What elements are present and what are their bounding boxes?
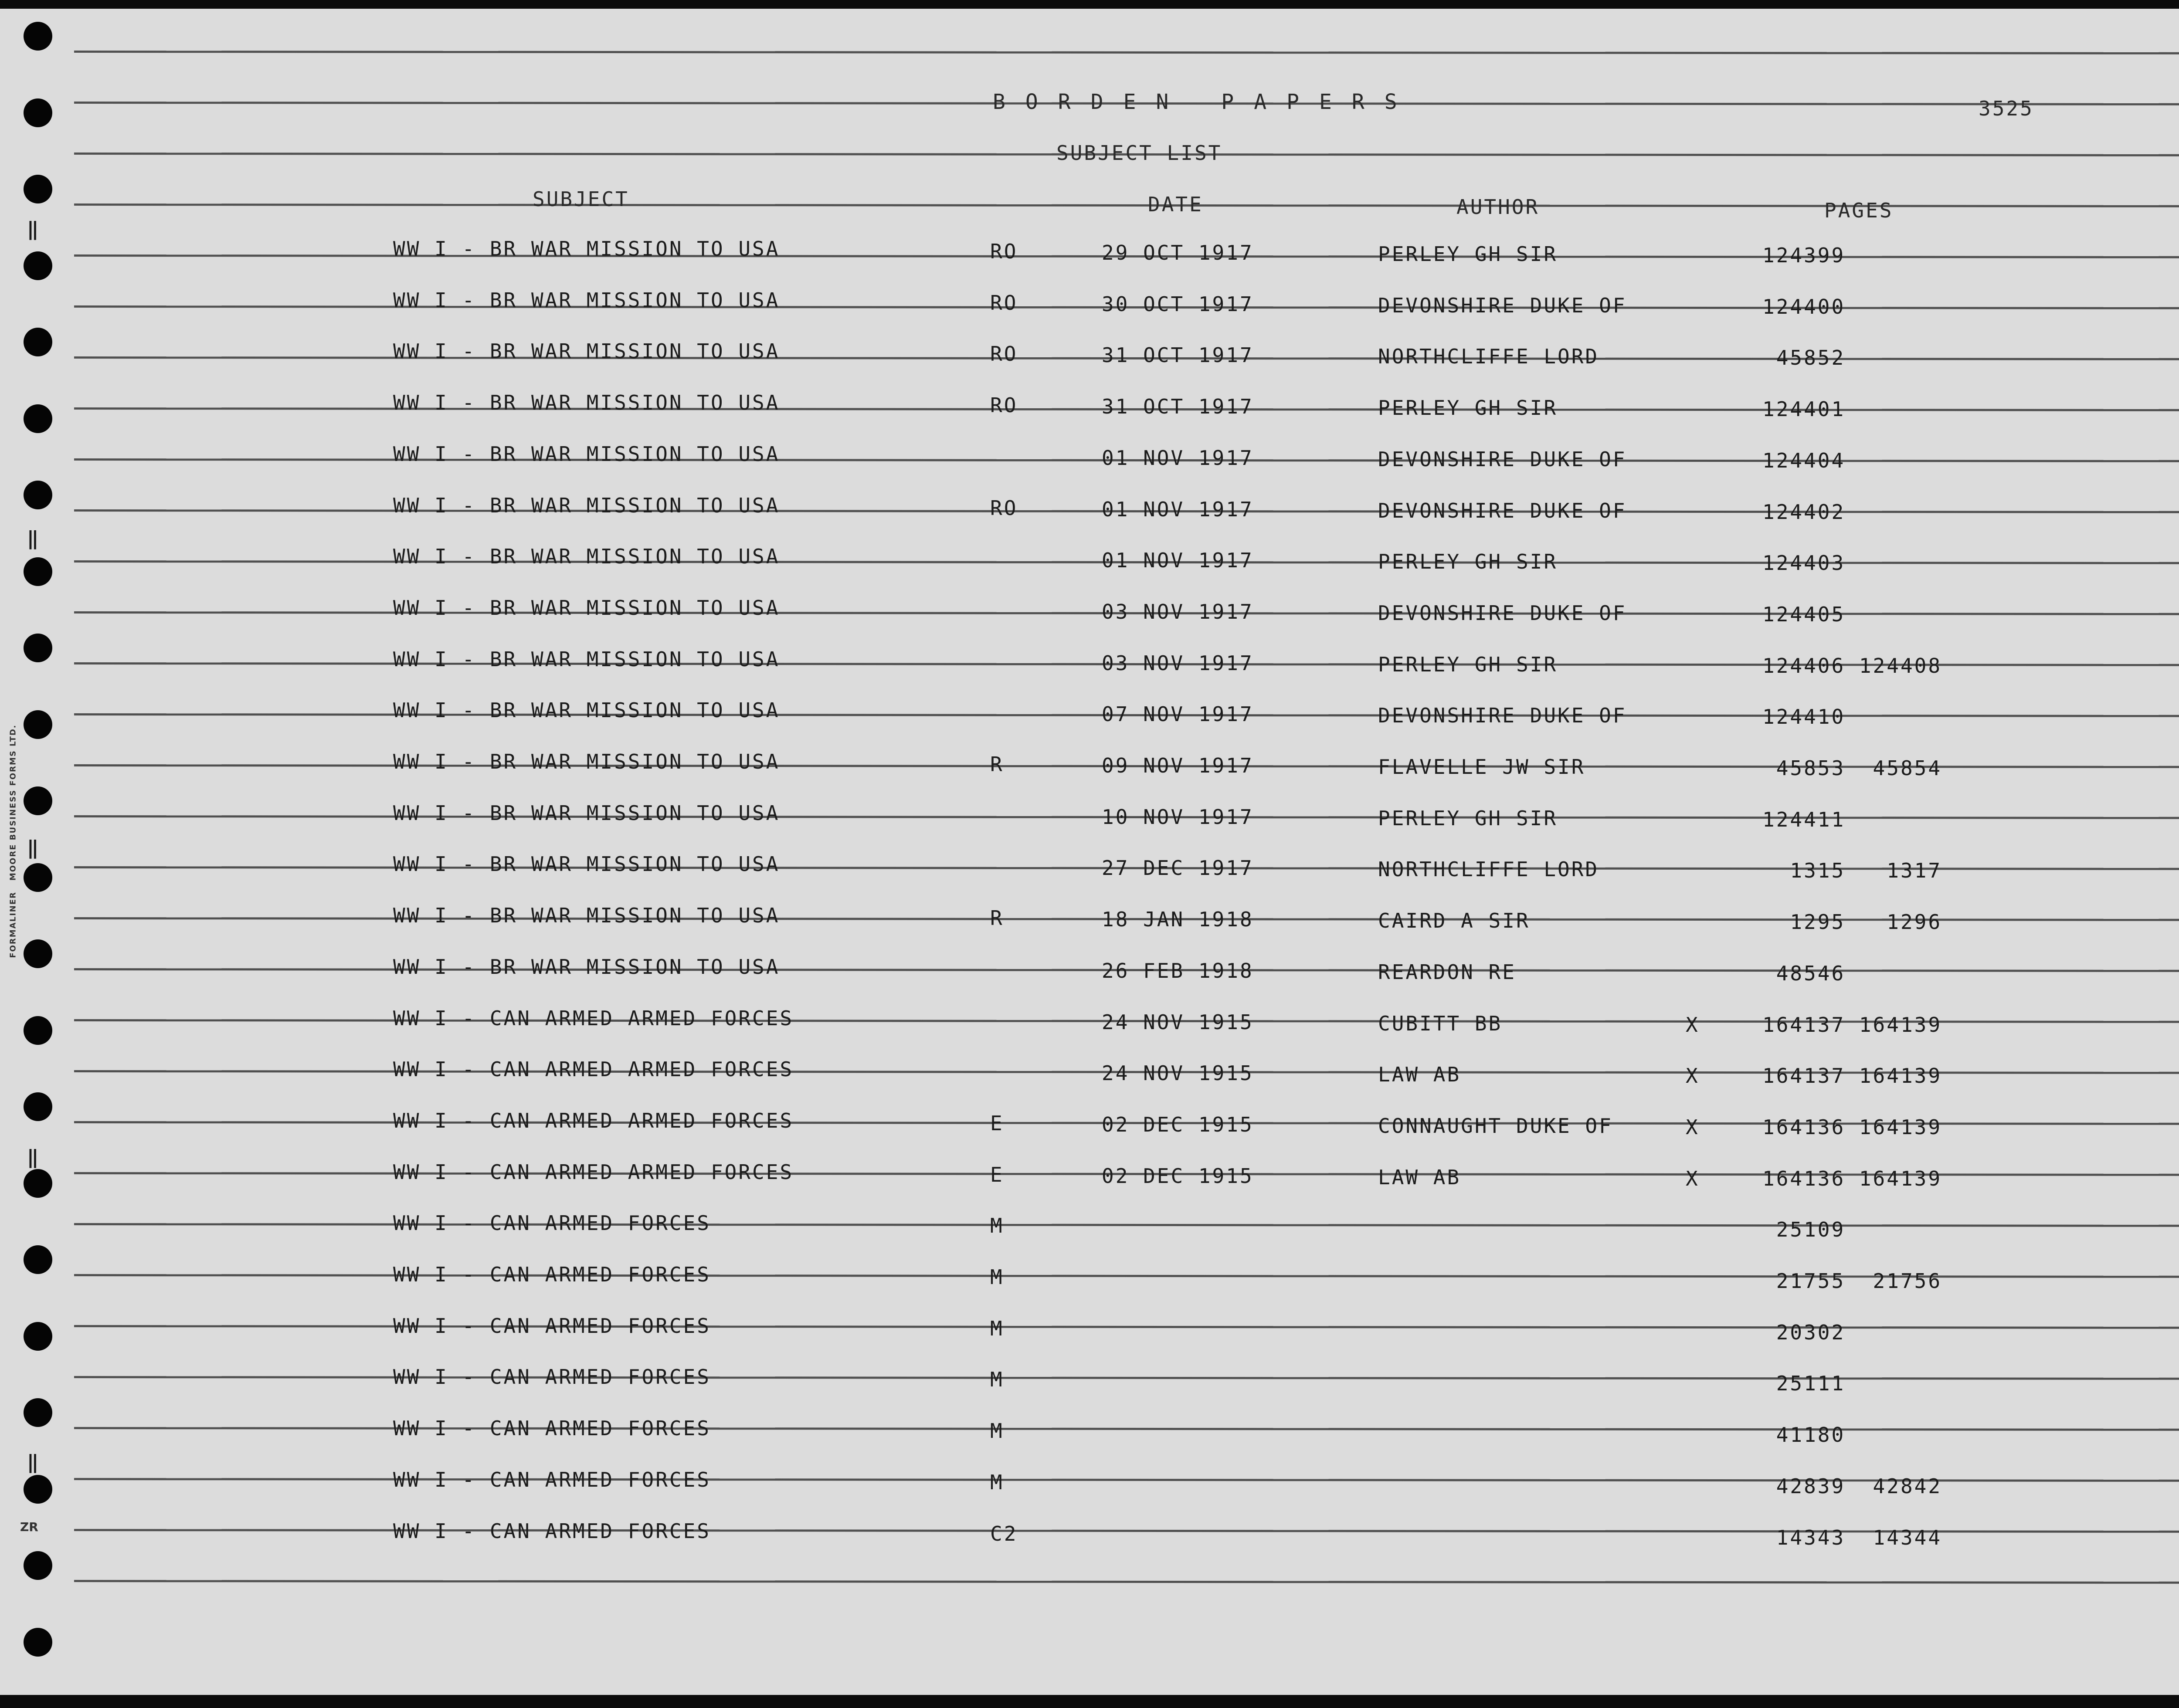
row-date: 30 OCT 1917 <box>1102 292 1254 316</box>
row-date: 26 FEB 1918 <box>1102 959 1254 983</box>
row-pages: 124401 <box>1762 397 1846 421</box>
row-date: 31 OCT 1917 <box>1102 343 1254 367</box>
row-date: 24 NOV 1915 <box>1102 1010 1254 1034</box>
form-manufacturer-imprint: FORMALINER MOORE BUSINESS FORMS LTD. <box>8 724 18 958</box>
row-author: NORTHCLIFFE LORD <box>1378 857 1599 881</box>
row-pages: 20302 <box>1762 1321 1846 1344</box>
row-code: RO <box>990 240 1018 263</box>
row-subject: WW I - CAN ARMED FORCES <box>393 1468 711 1491</box>
row-pages: 124410 <box>1762 705 1846 729</box>
row-author: LAW AB <box>1378 1063 1461 1086</box>
row-author: REARDON RE <box>1378 960 1516 984</box>
row-subject: WW I - BR WAR MISSION TO USA <box>393 442 780 466</box>
perforation-mark-left: ‖ <box>27 527 39 549</box>
ruled-line <box>74 1223 2179 1227</box>
row-pages: 124405 <box>1762 603 1846 626</box>
row-subject: WW I - BR WAR MISSION TO USA <box>393 955 780 979</box>
row-date: 03 NOV 1917 <box>1102 600 1254 624</box>
row-pages: 124403 <box>1762 551 1846 575</box>
row-subject: WW I - CAN ARMED ARMED FORCES <box>393 1109 794 1132</box>
row-code: R <box>990 752 1004 776</box>
list-subtitle: SUBJECT LIST <box>1056 141 1222 165</box>
feed-hole-left <box>24 1016 52 1045</box>
row-subject: WW I - BR WAR MISSION TO USA <box>393 237 780 261</box>
row-date: 01 NOV 1917 <box>1102 498 1254 521</box>
row-pages: 124411 <box>1762 808 1846 831</box>
row-pages: 164137 164139 <box>1762 1013 1942 1037</box>
row-code: RO <box>990 342 1018 366</box>
row-pages: 124404 <box>1762 449 1846 472</box>
row-author: PERLEY GH SIR <box>1378 242 1558 266</box>
row-code: M <box>990 1214 1004 1237</box>
ruled-line <box>74 1325 2179 1329</box>
ruled-line <box>74 1580 2179 1584</box>
page-number: 3525 <box>1979 97 2034 120</box>
feed-hole-left <box>24 1092 52 1121</box>
form-code: ZR <box>20 1520 38 1534</box>
row-author: DEVONSHIRE DUKE OF <box>1378 294 1627 317</box>
feed-hole-left <box>24 481 52 509</box>
row-author: CAIRD A SIR <box>1378 909 1530 932</box>
perforation-mark-left: ‖ <box>27 1146 39 1168</box>
row-code: R <box>990 906 1004 930</box>
row-subject: WW I - BR WAR MISSION TO USA <box>393 391 780 414</box>
row-subject: WW I - CAN ARMED FORCES <box>393 1314 711 1338</box>
row-subject: WW I - CAN ARMED FORCES <box>393 1417 711 1440</box>
row-subject: WW I - BR WAR MISSION TO USA <box>393 904 780 927</box>
feed-hole-left <box>24 710 52 739</box>
feed-hole-left <box>24 328 52 356</box>
feed-hole-left <box>24 175 52 203</box>
feed-hole-left <box>24 404 52 433</box>
row-subject: WW I - BR WAR MISSION TO USA <box>393 750 780 773</box>
feed-hole-left <box>24 98 52 127</box>
row-date: 18 JAN 1918 <box>1102 908 1254 931</box>
row-subject: WW I - CAN ARMED ARMED FORCES <box>393 1160 794 1184</box>
feed-hole-left <box>24 251 52 280</box>
row-pages: 1315 1317 <box>1762 859 1942 882</box>
row-pages: 45853 45854 <box>1762 756 1942 780</box>
row-subject: WW I - BR WAR MISSION TO USA <box>393 596 780 620</box>
row-pages: 164136 164139 <box>1762 1167 1942 1190</box>
row-date: 02 DEC 1915 <box>1102 1164 1254 1188</box>
row-code: C2 <box>990 1522 1018 1545</box>
row-date: 24 NOV 1915 <box>1102 1061 1254 1085</box>
row-author: CUBITT BB <box>1378 1012 1503 1035</box>
scan-border-bottom <box>0 1695 2179 1708</box>
row-pages: 42839 42842 <box>1762 1474 1942 1498</box>
feed-hole-left <box>24 1475 52 1504</box>
row-code: M <box>990 1368 1004 1391</box>
row-subject: WW I - BR WAR MISSION TO USA <box>393 698 780 722</box>
row-author: DEVONSHIRE DUKE OF <box>1378 704 1627 727</box>
feed-hole-left <box>24 1398 52 1427</box>
row-subject: WW I - BR WAR MISSION TO USA <box>393 494 780 517</box>
row-pages: 124400 <box>1762 295 1846 319</box>
row-author: CONNAUGHT DUKE OF <box>1378 1114 1613 1138</box>
row-date: 07 NOV 1917 <box>1102 702 1254 726</box>
scan-border-top <box>0 0 2179 9</box>
ruled-line <box>74 51 2179 54</box>
feed-hole-left <box>24 634 52 662</box>
row-pages: 124399 <box>1762 244 1846 267</box>
row-pages: 164137 164139 <box>1762 1064 1942 1088</box>
row-subject: WW I - CAN ARMED FORCES <box>393 1365 711 1389</box>
row-author: NORTHCLIFFE LORD <box>1378 345 1599 368</box>
row-date: 31 OCT 1917 <box>1102 395 1254 418</box>
perforation-mark-left: ‖ <box>27 1451 39 1473</box>
feed-hole-left <box>24 1322 52 1351</box>
row-pages: 164136 164139 <box>1762 1115 1942 1139</box>
row-author: FLAVELLE JW SIR <box>1378 755 1585 779</box>
column-header-pages: PAGES <box>1824 199 1894 222</box>
row-pages: 25111 <box>1762 1372 1846 1395</box>
ruled-line <box>74 1376 2179 1380</box>
row-pages: 21755 21756 <box>1762 1269 1942 1293</box>
row-date: 02 DEC 1915 <box>1102 1113 1254 1136</box>
row-subject: WW I - CAN ARMED FORCES <box>393 1519 711 1543</box>
row-subject: WW I - CAN ARMED ARMED FORCES <box>393 1057 794 1081</box>
row-code: E <box>990 1163 1004 1186</box>
row-pages: 25109 <box>1762 1218 1846 1241</box>
row-author: PERLEY GH SIR <box>1378 550 1558 573</box>
row-code: E <box>990 1112 1004 1135</box>
row-date: 01 NOV 1917 <box>1102 549 1254 572</box>
row-subject: WW I - BR WAR MISSION TO USA <box>393 647 780 671</box>
row-author: PERLEY GH SIR <box>1378 807 1558 830</box>
feed-hole-left <box>24 1245 52 1274</box>
row-code: RO <box>990 496 1018 520</box>
page-title: BORDEN PAPERS <box>993 90 1417 114</box>
row-pages: 45852 <box>1762 346 1846 369</box>
feed-hole-left <box>24 1169 52 1198</box>
feed-hole-left <box>24 1628 52 1657</box>
row-code: RO <box>990 291 1018 315</box>
row-author: DEVONSHIRE DUKE OF <box>1378 601 1627 625</box>
row-x-marker: X <box>1686 1115 1700 1139</box>
row-pages: 14343 14344 <box>1762 1526 1942 1549</box>
row-subject: WW I - CAN ARMED ARMED FORCES <box>393 1006 794 1030</box>
row-x-marker: X <box>1686 1167 1700 1190</box>
row-subject: WW I - BR WAR MISSION TO USA <box>393 339 780 363</box>
row-subject: WW I - BR WAR MISSION TO USA <box>393 801 780 825</box>
column-header-subject: SUBJECT <box>533 187 629 211</box>
row-author: DEVONSHIRE DUKE OF <box>1378 499 1627 522</box>
row-pages: 124406 124408 <box>1762 654 1942 678</box>
perforation-mark-left: ‖ <box>27 218 39 240</box>
feed-hole-left <box>24 863 52 892</box>
row-date: 29 OCT 1917 <box>1102 241 1254 264</box>
row-subject: WW I - CAN ARMED FORCES <box>393 1211 711 1235</box>
perforation-mark-left: ‖ <box>27 837 39 859</box>
row-date: 27 DEC 1917 <box>1102 856 1254 880</box>
row-subject: WW I - BR WAR MISSION TO USA <box>393 852 780 876</box>
row-x-marker: X <box>1686 1013 1700 1037</box>
row-date: 09 NOV 1917 <box>1102 754 1254 777</box>
column-header-date: DATE <box>1148 193 1203 216</box>
row-code: M <box>990 1471 1004 1494</box>
row-code: RO <box>990 393 1018 417</box>
row-pages: 124402 <box>1762 500 1846 524</box>
row-subject: WW I - CAN ARMED FORCES <box>393 1263 711 1286</box>
ruled-line <box>74 1427 2179 1431</box>
feed-hole-left <box>24 786 52 815</box>
feed-hole-left <box>24 1551 52 1580</box>
row-author: PERLEY GH SIR <box>1378 396 1558 420</box>
feed-hole-left <box>24 939 52 968</box>
row-code: M <box>990 1317 1004 1340</box>
row-pages: 48546 <box>1762 962 1846 985</box>
row-code: M <box>990 1265 1004 1289</box>
row-author: PERLEY GH SIR <box>1378 653 1558 676</box>
row-x-marker: X <box>1686 1064 1700 1088</box>
row-subject: WW I - BR WAR MISSION TO USA <box>393 545 780 568</box>
feed-hole-left <box>24 22 52 51</box>
feed-hole-left <box>24 557 52 586</box>
row-pages: 1295 1296 <box>1762 910 1942 934</box>
row-pages: 41180 <box>1762 1423 1846 1447</box>
row-author: LAW AB <box>1378 1166 1461 1189</box>
column-header-author: AUTHOR <box>1456 195 1540 219</box>
row-author: DEVONSHIRE DUKE OF <box>1378 447 1627 471</box>
row-code: M <box>990 1419 1004 1443</box>
row-date: 01 NOV 1917 <box>1102 446 1254 470</box>
row-subject: WW I - BR WAR MISSION TO USA <box>393 288 780 312</box>
row-date: 03 NOV 1917 <box>1102 651 1254 675</box>
row-date: 10 NOV 1917 <box>1102 805 1254 829</box>
